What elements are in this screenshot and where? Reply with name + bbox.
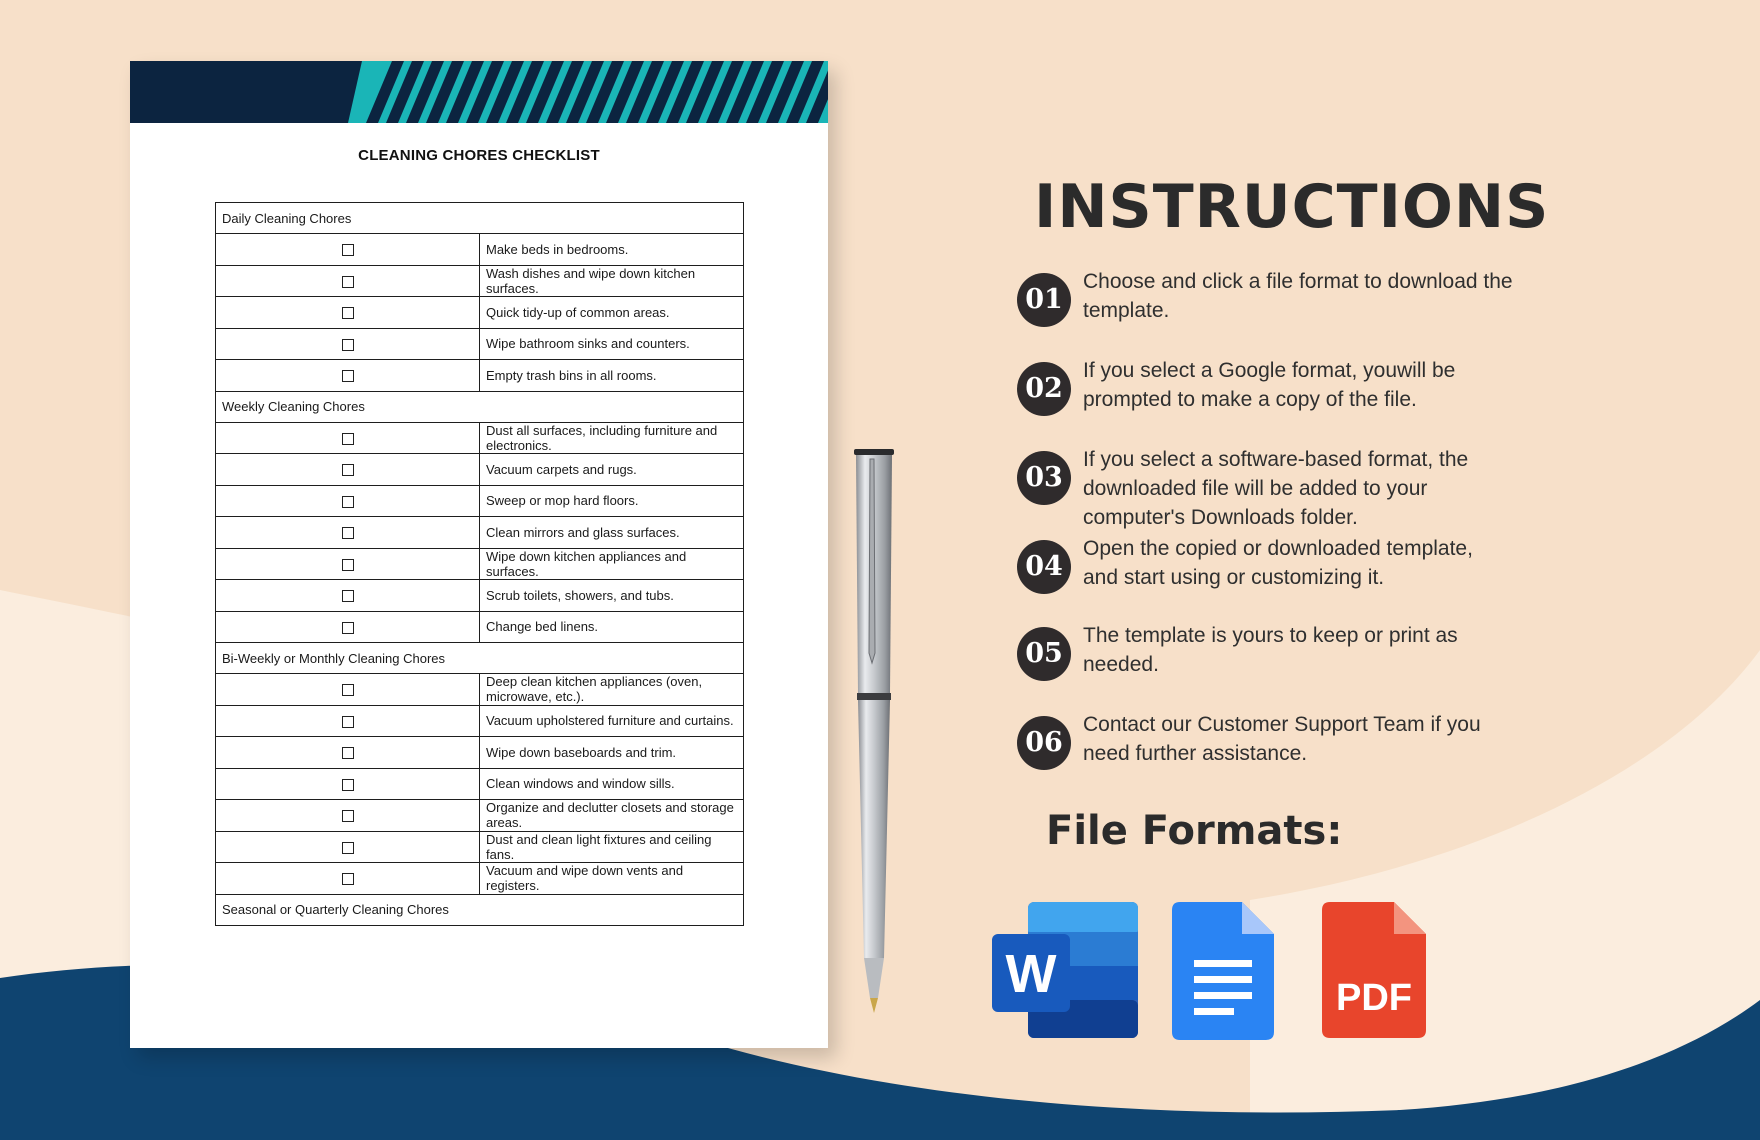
checklist-item-text: Clean windows and window sills. bbox=[480, 768, 744, 800]
checklist-row bbox=[216, 674, 744, 706]
checklist-item-text: Wipe bathroom sinks and counters. bbox=[480, 328, 744, 360]
checklist-row bbox=[216, 517, 744, 549]
checkbox[interactable] bbox=[342, 464, 354, 476]
section-row bbox=[216, 894, 744, 925]
checkbox[interactable] bbox=[342, 307, 354, 319]
step-text: The template is yours to keep or print as needed. bbox=[1083, 624, 1458, 676]
checklist-item-text: Clean mirrors and glass surfaces. bbox=[480, 517, 744, 549]
section-row bbox=[216, 643, 744, 674]
checkbox-cell bbox=[216, 234, 480, 266]
checkbox[interactable] bbox=[342, 496, 354, 508]
checkbox[interactable] bbox=[342, 622, 354, 634]
checklist-row bbox=[216, 863, 744, 895]
checkbox[interactable] bbox=[342, 810, 354, 822]
word-icon[interactable] bbox=[992, 900, 1142, 1040]
checkbox[interactable] bbox=[342, 684, 354, 696]
checklist-row bbox=[216, 234, 744, 266]
instructions-heading: INSTRUCTIONS bbox=[1034, 172, 1550, 242]
checklist-item-text: Wash dishes and wipe down kitchen surfaces. bbox=[480, 265, 744, 297]
checklist-row bbox=[216, 831, 744, 863]
instruction-step bbox=[1017, 359, 1737, 442]
checklist-item-text: Make beds in bedrooms. bbox=[480, 234, 744, 266]
checklist-row bbox=[216, 548, 744, 580]
checklist-item-text: Wipe down baseboards and trim. bbox=[480, 737, 744, 769]
checkbox-cell bbox=[216, 454, 480, 486]
checkbox-cell bbox=[216, 611, 480, 643]
checklist-item-text: Empty trash bins in all rooms. bbox=[480, 360, 744, 392]
checkbox[interactable] bbox=[342, 433, 354, 445]
checkbox-cell bbox=[216, 422, 480, 454]
checkbox-cell bbox=[216, 265, 480, 297]
checklist-item-text: Quick tidy-up of common areas. bbox=[480, 297, 744, 329]
checklist-item-text: Scrub toilets, showers, and tubs. bbox=[480, 580, 744, 612]
checklist-document bbox=[130, 61, 828, 1048]
checklist-item-text: Vacuum carpets and rugs. bbox=[480, 454, 744, 486]
step-number-badge: 05 bbox=[1017, 627, 1071, 681]
checklist-row bbox=[216, 705, 744, 737]
checkbox[interactable] bbox=[342, 590, 354, 602]
checkbox-cell bbox=[216, 737, 480, 769]
checkbox[interactable] bbox=[342, 779, 354, 791]
checkbox-cell bbox=[216, 517, 480, 549]
checklist-row bbox=[216, 611, 744, 643]
checkbox-cell bbox=[216, 360, 480, 392]
instruction-step bbox=[1017, 713, 1737, 796]
checklist-item-text: Vacuum and wipe down vents and registers. bbox=[480, 863, 744, 895]
pdf-label: PDF bbox=[1336, 977, 1412, 1019]
checklist-row bbox=[216, 328, 744, 360]
checkbox[interactable] bbox=[342, 527, 354, 539]
checkbox-cell bbox=[216, 297, 480, 329]
section-heading: Weekly Cleaning Chores bbox=[216, 391, 744, 422]
checkbox-cell bbox=[216, 674, 480, 706]
step-number-badge: 04 bbox=[1017, 540, 1071, 594]
step-number-badge: 06 bbox=[1017, 716, 1071, 770]
checkbox-cell bbox=[216, 863, 480, 895]
checklist-item-text: Sweep or mop hard floors. bbox=[480, 485, 744, 517]
step-text: If you select a software-based format, the downloaded file will be added to your computer's Downloads folder. bbox=[1083, 448, 1469, 529]
checklist-row bbox=[216, 454, 744, 486]
checkbox-cell bbox=[216, 328, 480, 360]
instruction-step bbox=[1017, 448, 1737, 531]
checkbox[interactable] bbox=[342, 873, 354, 885]
step-text: Choose and click a file format to download the template. bbox=[1083, 270, 1513, 322]
section-row bbox=[216, 203, 744, 234]
checklist-row bbox=[216, 580, 744, 612]
checkbox[interactable] bbox=[342, 559, 354, 571]
section-heading: Bi-Weekly or Monthly Cleaning Chores bbox=[216, 643, 744, 674]
file-formats-heading: File Formats: bbox=[1046, 808, 1343, 854]
checkbox[interactable] bbox=[342, 370, 354, 382]
checklist-row bbox=[216, 768, 744, 800]
checklist-item-text: Dust and clean light fixtures and ceiling fans. bbox=[480, 831, 744, 863]
checklist-item-text: Deep clean kitchen appliances (oven, microwave, etc.). bbox=[480, 674, 744, 706]
checklist-row bbox=[216, 800, 744, 832]
word-letter: W bbox=[1005, 944, 1057, 1004]
checkbox-cell bbox=[216, 705, 480, 737]
checklist-item-text: Vacuum upholstered furniture and curtains. bbox=[480, 705, 744, 737]
checklist-row bbox=[216, 422, 744, 454]
checklist-item-text: Change bed linens. bbox=[480, 611, 744, 643]
instruction-step bbox=[1017, 537, 1737, 620]
step-text: Contact our Customer Support Team if you need further assistance. bbox=[1083, 713, 1481, 765]
step-text: Open the copied or downloaded template, and start using or customizing it. bbox=[1083, 537, 1473, 589]
document-header-banner bbox=[130, 61, 828, 123]
step-number-badge: 03 bbox=[1017, 451, 1071, 505]
checkbox[interactable] bbox=[342, 244, 354, 256]
checklist-row bbox=[216, 485, 744, 517]
step-text: If you select a Google format, youwill be prompted to make a copy of the file. bbox=[1083, 359, 1456, 411]
step-number-badge: 01 bbox=[1017, 273, 1071, 327]
google-docs-icon[interactable] bbox=[1172, 900, 1276, 1042]
instruction-step bbox=[1017, 624, 1737, 707]
checkbox-cell bbox=[216, 800, 480, 832]
checkbox[interactable] bbox=[342, 339, 354, 351]
pen-image bbox=[848, 443, 900, 1021]
checkbox-cell bbox=[216, 768, 480, 800]
section-heading: Seasonal or Quarterly Cleaning Chores bbox=[216, 894, 744, 925]
checkbox-cell bbox=[216, 548, 480, 580]
document-title: CLEANING CHORES CHECKLIST bbox=[358, 147, 600, 164]
checkbox[interactable] bbox=[342, 276, 354, 288]
checklist-row bbox=[216, 297, 744, 329]
checkbox-cell bbox=[216, 485, 480, 517]
checkbox[interactable] bbox=[342, 842, 354, 854]
section-row bbox=[216, 391, 744, 422]
checklist-item-text: Dust all surfaces, including furniture and electronics. bbox=[480, 422, 744, 454]
checklist-row bbox=[216, 360, 744, 392]
step-number-badge: 02 bbox=[1017, 362, 1071, 416]
checkbox-cell bbox=[216, 580, 480, 612]
section-heading: Daily Cleaning Chores bbox=[216, 203, 744, 234]
pdf-icon[interactable] bbox=[1322, 900, 1428, 1040]
checklist-row bbox=[216, 737, 744, 769]
checkbox[interactable] bbox=[342, 747, 354, 759]
instruction-step bbox=[1017, 270, 1737, 353]
checklist-table bbox=[215, 202, 744, 926]
checkbox-cell bbox=[216, 831, 480, 863]
checklist-item-text: Wipe down kitchen appliances and surfaces. bbox=[480, 548, 744, 580]
checkbox[interactable] bbox=[342, 716, 354, 728]
checklist-item-text: Organize and declutter closets and storage areas. bbox=[480, 800, 744, 832]
checklist-row bbox=[216, 265, 744, 297]
